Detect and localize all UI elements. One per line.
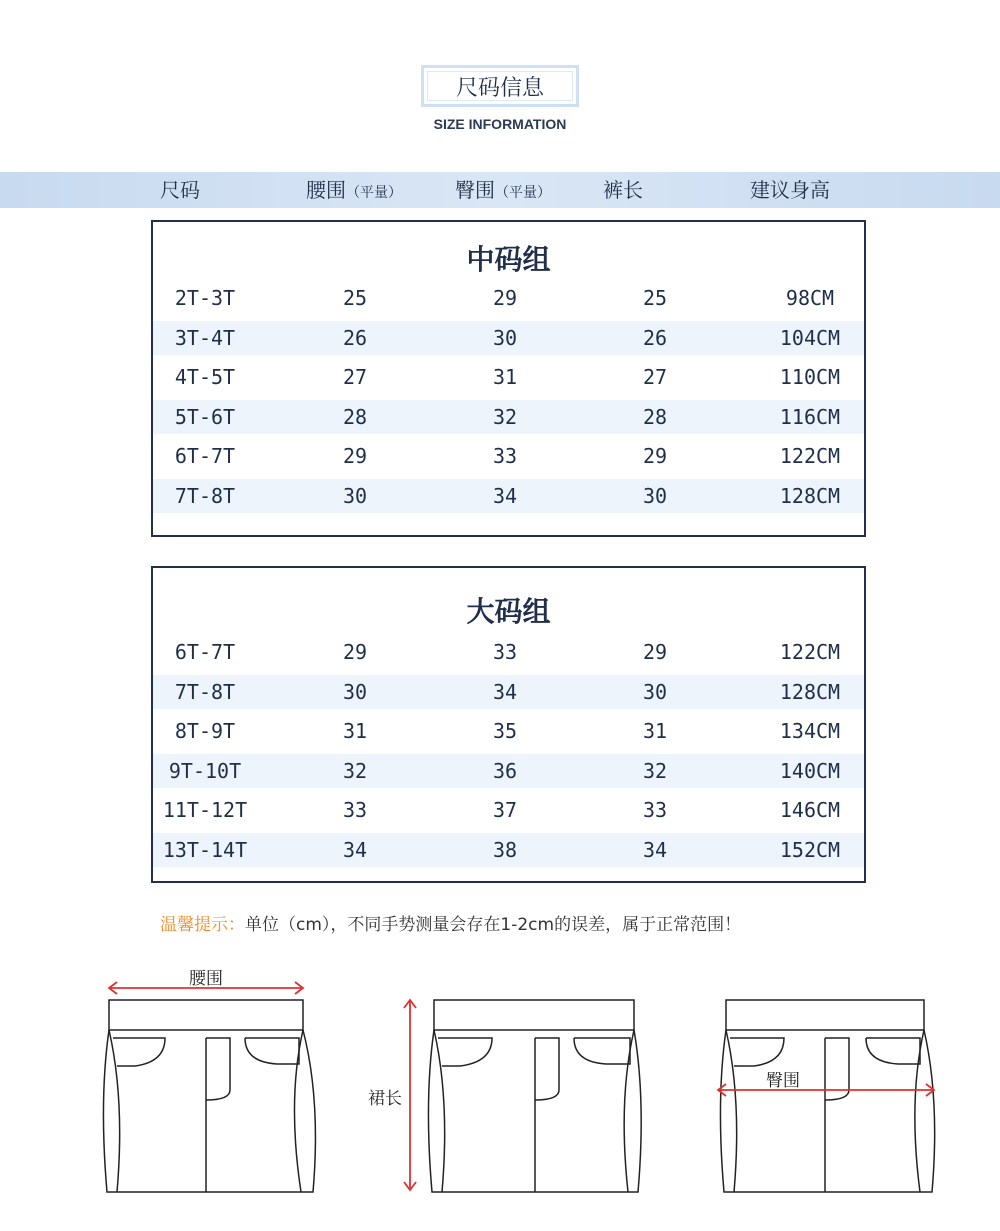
hip-label: 臀围 — [766, 1071, 800, 1091]
column-header-bar — [0, 172, 1000, 208]
cell-size: 7T-8T — [174, 679, 236, 704]
cell-length: 30 — [642, 484, 668, 508]
cell-hip: 32 — [492, 404, 518, 429]
cell-size: 7T-8T — [174, 484, 236, 508]
section-subtitle: SIZE INFORMATION — [433, 116, 567, 132]
cell-hip: 37 — [492, 798, 518, 823]
table-row — [153, 360, 864, 394]
tip-text: 单位（cm），不同手势测量会存在1-2cm的误差，属于正常范围！ — [245, 915, 742, 935]
table-row — [153, 714, 864, 748]
cell-size: 4T-5T — [174, 365, 236, 390]
skirt-diagram-length — [360, 960, 650, 1204]
cell-hip: 34 — [492, 484, 518, 508]
cell-height: 104CM — [779, 325, 841, 350]
cell-height: 122CM — [779, 444, 841, 469]
cell-waist: 30 — [342, 484, 368, 508]
skirt-diagram-waist — [95, 960, 325, 1204]
cell-waist: 29 — [342, 640, 368, 664]
col-hip-label: 臀围 — [455, 178, 495, 202]
col-length: 裤长 — [603, 178, 643, 202]
cell-length: 29 — [642, 640, 668, 664]
measurement-tip — [160, 910, 741, 935]
cell-size: 5T-6T — [174, 404, 236, 429]
length-label: 裙长 — [368, 1089, 402, 1109]
cell-height: 110CM — [779, 365, 841, 390]
cell-hip: 36 — [492, 758, 518, 783]
large-group-table — [151, 566, 866, 883]
cell-hip: 33 — [492, 444, 518, 469]
large-group-title: 大码组 — [466, 595, 551, 628]
col-size: 尺码 — [160, 178, 200, 202]
cell-size: 11T-12T — [162, 798, 248, 823]
col-waist-note: （平量） — [346, 185, 402, 201]
table-row — [153, 833, 864, 867]
cell-size: 13T-14T — [162, 838, 248, 862]
col-waist — [306, 172, 402, 208]
cell-size: 6T-7T — [174, 444, 236, 469]
cell-hip: 33 — [492, 640, 518, 664]
cell-size: 9T-10T — [168, 758, 242, 783]
cell-height: 128CM — [779, 484, 841, 508]
cell-height: 98CM — [785, 286, 835, 310]
section-title — [421, 65, 579, 107]
cell-waist: 26 — [342, 325, 368, 350]
cell-hip: 31 — [492, 365, 518, 390]
cell-length: 27 — [642, 365, 668, 390]
skirt-length-svg — [360, 960, 650, 1200]
cell-hip: 34 — [492, 679, 518, 704]
cell-length: 25 — [642, 286, 668, 310]
col-height: 建议身高 — [750, 178, 830, 202]
tip-lead: 温馨提示： — [160, 915, 245, 935]
cell-waist: 29 — [342, 444, 368, 469]
table-row — [153, 400, 864, 434]
cell-length: 29 — [642, 444, 668, 469]
cell-hip: 35 — [492, 719, 518, 744]
cell-waist: 33 — [342, 798, 368, 823]
cell-size: 3T-4T — [174, 325, 236, 350]
waist-label: 腰围 — [189, 969, 223, 989]
cell-length: 31 — [642, 719, 668, 744]
cell-length: 33 — [642, 798, 668, 823]
cell-waist: 30 — [342, 679, 368, 704]
table-row — [153, 635, 864, 669]
col-hip-note: （平量） — [495, 185, 551, 201]
table-row — [153, 321, 864, 355]
cell-waist: 34 — [342, 838, 368, 862]
cell-height: 146CM — [779, 798, 841, 823]
cell-length: 34 — [642, 838, 668, 862]
col-hip — [455, 172, 551, 208]
cell-hip: 29 — [492, 286, 518, 310]
cell-height: 116CM — [779, 404, 841, 429]
cell-height: 122CM — [779, 640, 841, 664]
cell-waist: 31 — [342, 719, 368, 744]
medium-group-title: 中码组 — [466, 243, 551, 276]
col-waist-label: 腰围 — [306, 178, 346, 202]
cell-waist: 28 — [342, 404, 368, 429]
cell-height: 134CM — [779, 719, 841, 744]
cell-length: 28 — [642, 404, 668, 429]
cell-length: 32 — [642, 758, 668, 783]
cell-hip: 30 — [492, 325, 518, 350]
cell-length: 26 — [642, 325, 668, 350]
table-row — [153, 793, 864, 827]
table-row — [153, 281, 864, 315]
medium-group-table — [151, 220, 866, 537]
cell-size: 8T-9T — [174, 719, 236, 744]
cell-height: 140CM — [779, 758, 841, 783]
cell-waist: 27 — [342, 365, 368, 390]
table-row — [153, 479, 864, 513]
table-row — [153, 675, 864, 709]
skirt-hip-svg — [712, 960, 952, 1200]
cell-height: 152CM — [779, 838, 841, 862]
skirt-waist-svg — [95, 960, 325, 1200]
table-row — [153, 439, 864, 473]
cell-size: 6T-7T — [174, 640, 236, 664]
cell-size: 2T-3T — [174, 286, 236, 310]
table-row — [153, 754, 864, 788]
section-title-text: 尺码信息 — [455, 75, 544, 101]
skirt-diagram-hip — [712, 960, 952, 1204]
cell-hip: 38 — [492, 838, 518, 862]
cell-waist: 25 — [342, 286, 368, 310]
cell-waist: 32 — [342, 758, 368, 783]
cell-length: 30 — [642, 679, 668, 704]
cell-height: 128CM — [779, 679, 841, 704]
